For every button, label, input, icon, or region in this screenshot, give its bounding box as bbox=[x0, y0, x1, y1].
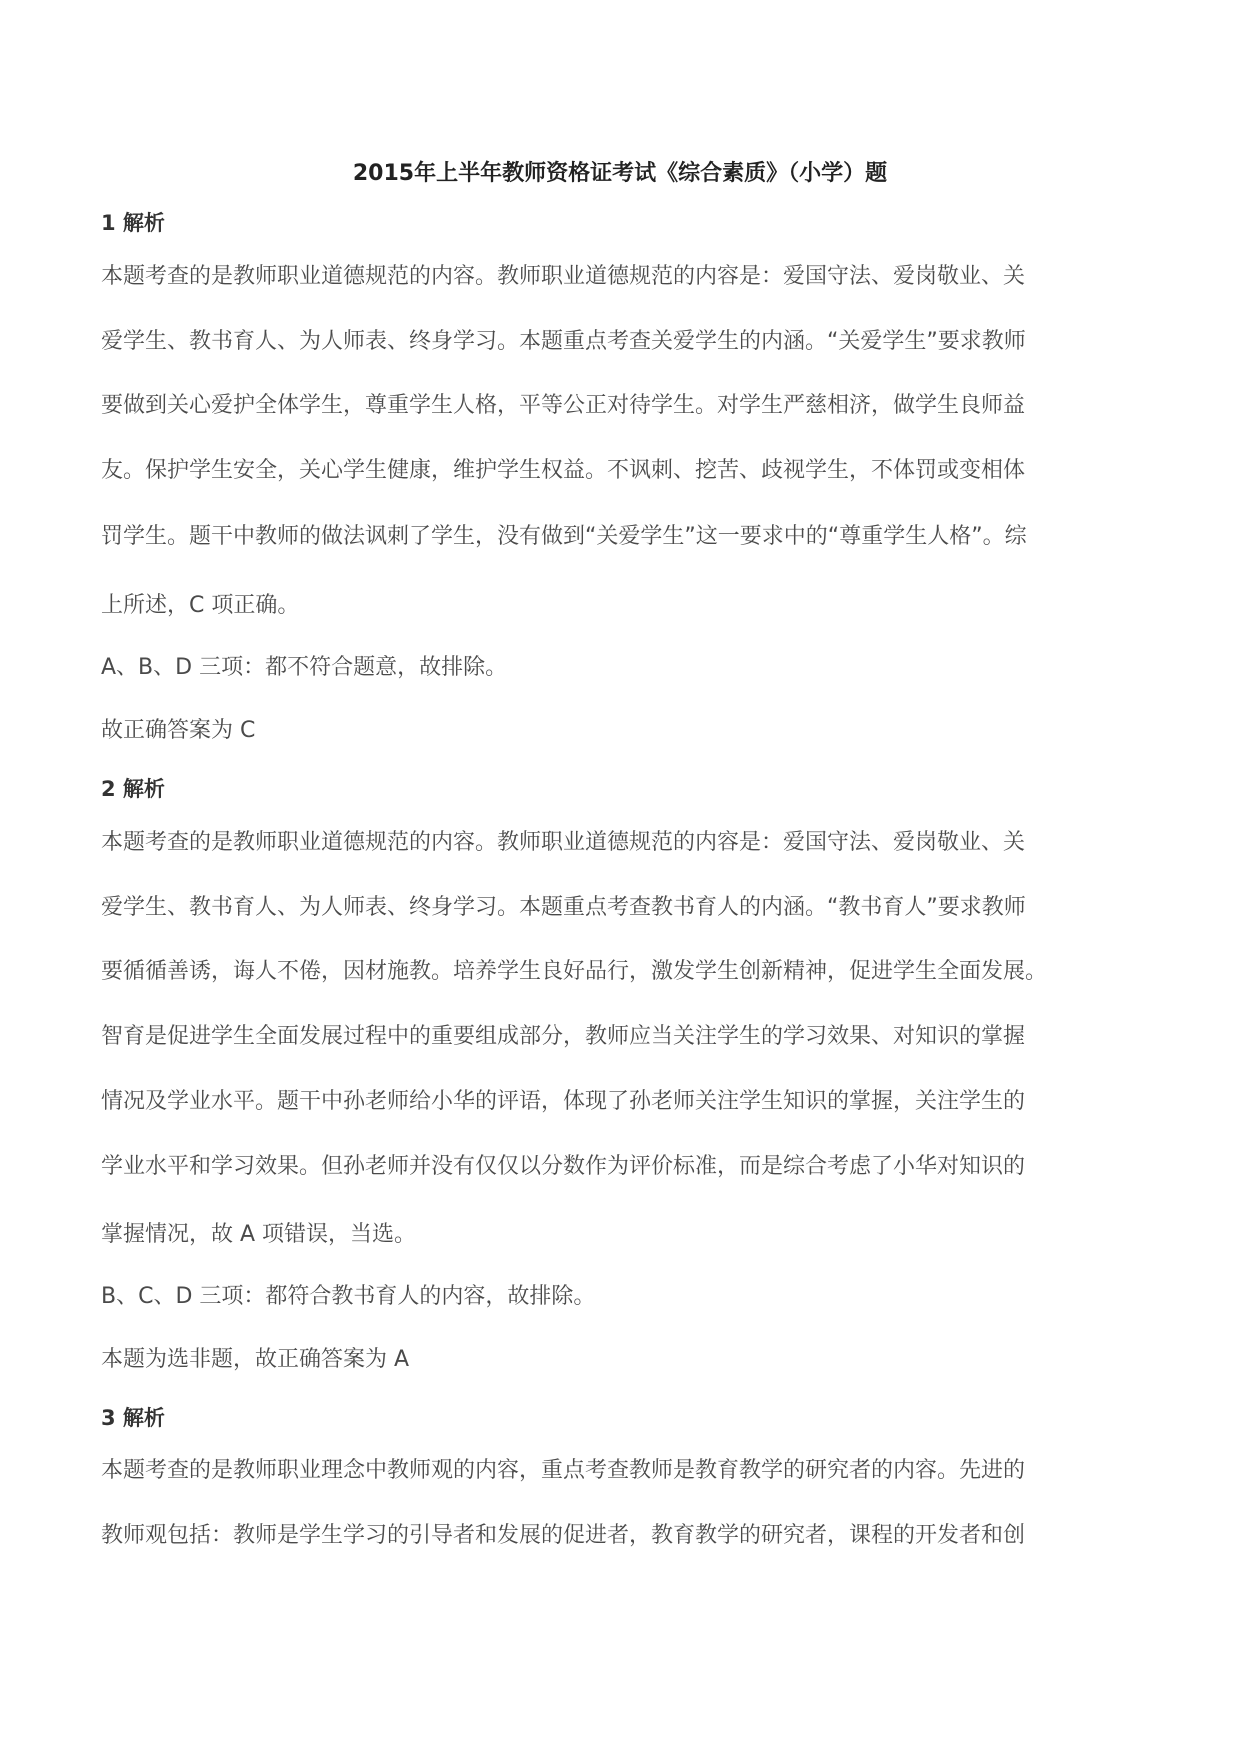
section-heading: 1 解析 bbox=[101, 211, 165, 235]
paragraph-line: 本题考查的是教师职业道德规范的内容。教师职业道德规范的内容是：爱国守法、爱岗敬业、关 bbox=[101, 264, 1026, 289]
paragraph-line: 要做到关心爱护全体学生，尊重学生人格，平等公正对待学生。对学生严慈相济，做学生良师益 bbox=[101, 393, 1026, 418]
paragraph-line: 要循循善诱，诲人不倦，因材施教。培养学生良好品行，激发学生创新精神，促进学生全面发展。 bbox=[101, 959, 1048, 984]
paragraph-line: 本题考查的是教师职业理念中教师观的内容，重点考查教师是教育教学的研究者的内容。先进的 bbox=[101, 1458, 1026, 1483]
paragraph-line: 情况及学业水平。题干中孙老师给小华的评语，体现了孙老师关注学生知识的掌握，关注学生的 bbox=[101, 1089, 1026, 1114]
paragraph-line: 本题为选非题，故正确答案为 A bbox=[101, 1347, 410, 1372]
paragraph-line: 爱学生、教书育人、为人师表、终身学习。本题重点考查教书育人的内涵。“教书育人”要求教师 bbox=[101, 895, 1026, 920]
paragraph-line: 教师观包括：教师是学生学习的引导者和发展的促进者，教育教学的研究者，课程的开发者和创 bbox=[101, 1523, 1026, 1548]
paragraph-line: B、C、D 三项：都符合教书育人的内容，故排除。 bbox=[101, 1284, 596, 1309]
paragraph-line: 上所述，C 项正确。 bbox=[101, 593, 300, 618]
section-heading: 3 解析 bbox=[101, 1406, 165, 1430]
section-heading: 2 解析 bbox=[101, 777, 165, 801]
paragraph-line: A、B、D 三项：都不符合题意，故排除。 bbox=[101, 655, 508, 680]
paragraph-line: 掌握情况，故 A 项错误，当选。 bbox=[101, 1222, 417, 1247]
paragraph-line: 友。保护学生安全，关心学生健康，维护学生权益。不讽刺、挖苦、歧视学生，不体罚或变相体 bbox=[101, 458, 1026, 483]
paragraph-line: 智育是促进学生全面发展过程中的重要组成部分，教师应当关注学生的学习效果、对知识的掌握 bbox=[101, 1024, 1026, 1049]
paragraph-line: 学业水平和学习效果。但孙老师并没有仅仅以分数作为评价标准，而是综合考虑了小华对知识的 bbox=[101, 1154, 1026, 1179]
paragraph-line: 本题考查的是教师职业道德规范的内容。教师职业道德规范的内容是：爱国守法、爱岗敬业、关 bbox=[101, 830, 1026, 855]
paragraph-line: 故正确答案为 C bbox=[101, 718, 256, 743]
paragraph-line: 爱学生、教书育人、为人师表、终身学习。本题重点考查关爱学生的内涵。“关爱学生”要求教师 bbox=[101, 329, 1026, 354]
paragraph-line: 罚学生。题干中教师的做法讽刺了学生，没有做到“关爱学生”这一要求中的“尊重学生人格”。综 bbox=[101, 524, 1027, 549]
page-title: 2015年上半年教师资格证考试《综合素质》（小学）题 bbox=[352, 161, 888, 186]
